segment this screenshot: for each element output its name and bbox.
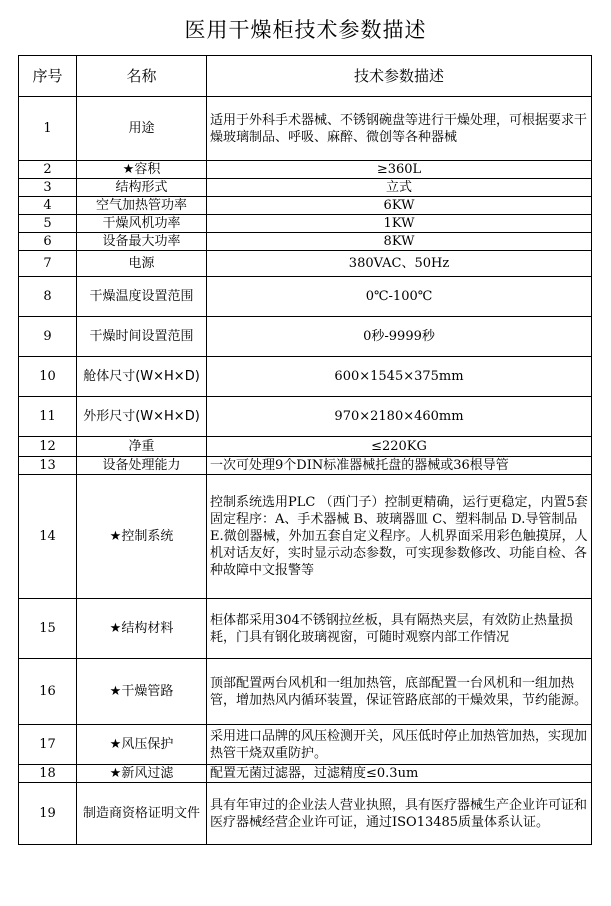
row-description: 8KW [207,233,592,251]
spec-table [18,55,592,845]
row-number: 3 [19,179,77,197]
row-name: ★结构材料 [77,599,207,659]
table-row [19,599,592,659]
table-row [19,277,592,317]
row-number: 7 [19,251,77,277]
row-number: 10 [19,357,77,397]
row-name: 用途 [77,97,207,161]
row-name: ★干燥管路 [77,659,207,725]
row-number: 4 [19,197,77,215]
row-description: 970×2180×460mm [207,397,592,437]
row-name: 外形尺寸(W×H×D) [77,397,207,437]
row-name: 空气加热管功率 [77,197,207,215]
row-description: 380VAC、50Hz [207,251,592,277]
table-row [19,317,592,357]
page-title: 医用干燥柜技术参数描述 [184,18,427,42]
row-number: 8 [19,277,77,317]
row-number: 19 [19,783,77,845]
row-number: 13 [19,457,77,475]
table-header-row [19,56,592,97]
row-description: 顶部配置两台风机和一组加热管，底部配置一台风机和一组加热管，增加热风内循环装置，保证管路底部的干燥效果，节约能源。 [207,659,592,725]
row-description: 采用进口品牌的风压检测开关，风压低时停止加热管加热，实现加热管干烧双重防护。 [207,725,592,765]
row-name: ★新风过滤 [77,765,207,783]
table-row [19,765,592,783]
row-name: 电源 [77,251,207,277]
row-description: 1KW [207,215,592,233]
row-number: 14 [19,475,77,599]
row-description: 6KW [207,197,592,215]
row-description: 适用于外科手术器械、不锈钢碗盘等进行干燥处理，可根据要求干燥玻璃制品、呼吸、麻醉、微创等各种器械 [207,97,592,161]
row-description: ≥360L [207,161,592,179]
row-number: 6 [19,233,77,251]
table-row [19,397,592,437]
table-row [19,437,592,457]
table-row [19,457,592,475]
row-name: 设备最大功率 [77,233,207,251]
row-description: 600×1545×375mm [207,357,592,397]
table-row [19,357,592,397]
row-number: 17 [19,725,77,765]
row-name: 干燥温度设置范围 [77,277,207,317]
header-desc: 技术参数描述 [207,56,592,97]
row-description: 具有年审过的企业法人营业执照，具有医疗器械生产企业许可证和医疗器械经营企业许可证，通过ISO13485质量体系认证。 [207,783,592,845]
row-description: 立式 [207,179,592,197]
table-row [19,659,592,725]
row-name: 舱体尺寸(W×H×D) [77,357,207,397]
row-description: 柜体都采用304不锈钢拉丝板，具有隔热夹层，有效防止热量损耗，门具有钢化玻璃视窗，可随时观察内部工作情况 [207,599,592,659]
table-row [19,97,592,161]
row-number: 16 [19,659,77,725]
row-number: 11 [19,397,77,437]
row-number: 15 [19,599,77,659]
table-row [19,251,592,277]
row-number: 2 [19,161,77,179]
row-name: 结构形式 [77,179,207,197]
row-description: 控制系统选用PLC （西门子）控制更精确，运行更稳定，内置5套固定程序：A、手术器械 B、玻璃器皿 C、塑料制品 D.导管制品 E.微创器械，外加五套自定义程序。人机界面采用彩色触摸屏，人机对话友好，实时显示动态参数，可实现参数修改、功能自检、各种故障中文报警等 [207,475,592,599]
row-description: 0秒-9999秒 [207,317,592,357]
table-row [19,215,592,233]
row-name: 净重 [77,437,207,457]
row-description: 一次可处理9个DIN标准器械托盘的器械或36根导管 [207,457,592,475]
table-row [19,725,592,765]
row-description: 0℃-100℃ [207,277,592,317]
header-no: 序号 [19,56,77,97]
table-row [19,783,592,845]
row-number: 9 [19,317,77,357]
row-name: 干燥风机功率 [77,215,207,233]
row-name: ★容积 [77,161,207,179]
row-description: ≤220KG [207,437,592,457]
row-description: 配置无菌过滤器，过滤精度≤0.3um [207,765,592,783]
table-row [19,179,592,197]
table-row [19,233,592,251]
row-name: 设备处理能力 [77,457,207,475]
table-row [19,197,592,215]
table-row [19,475,592,599]
row-number: 1 [19,97,77,161]
row-name: 制造商资格证明文件 [77,783,207,845]
row-name: ★风压保护 [77,725,207,765]
row-number: 18 [19,765,77,783]
table-row [19,161,592,179]
row-name: ★控制系统 [77,475,207,599]
header-name: 名称 [77,56,207,97]
row-name: 干燥时间设置范围 [77,317,207,357]
row-number: 12 [19,437,77,457]
row-number: 5 [19,215,77,233]
